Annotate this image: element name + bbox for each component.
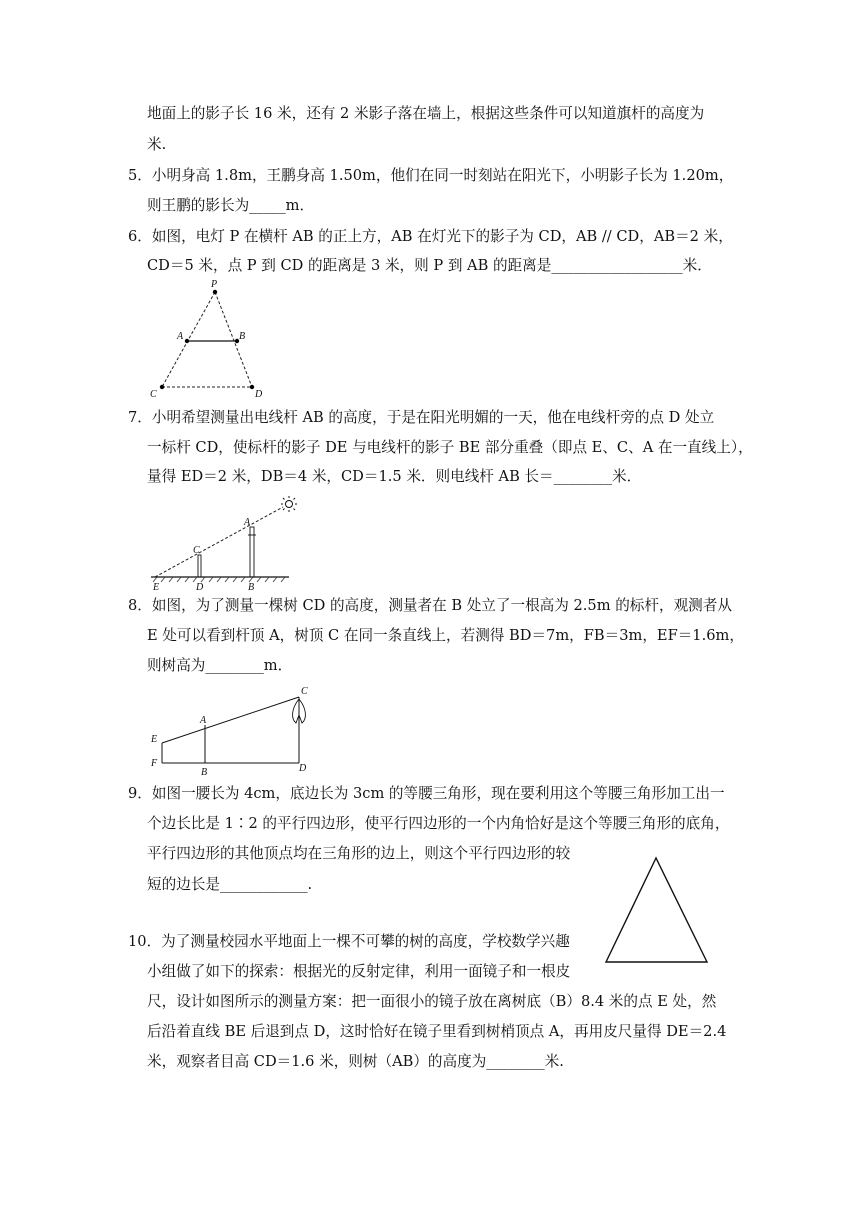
q10-line-1: 10．为了测量校园水平地面上一棵不可攀的树的高度，学校数学兴趣: [128, 933, 570, 950]
q9-line-3: 平行四边形的其他顶点均在三角形的边上，则这个平行四边形的较: [147, 845, 571, 862]
q4-line-1: 地面上的影子长 16 米，还有 2 米影子落在墙上，根据这些条件可以知道旗杆的高度为: [147, 105, 705, 122]
q8-line-3: 则树高为________m．: [147, 657, 293, 674]
q5-line-1: 5．小明身高 1.8m，王鹏身高 1.50m，他们在同一时刻站在阳光下，小明影子长为 1.20m，: [128, 167, 734, 184]
q7-label-c: C: [193, 545, 200, 556]
sun-icon: [281, 496, 297, 512]
q8-line-1: 8．如图，为了测量一棵树 CD 的高度，测量者在 B 处立了一根高为 2.5m 的标杆，观测者从: [128, 597, 732, 614]
q4-line-2: 米.: [147, 136, 167, 153]
q9-line-1: 9．如图一腰长为 4cm，底边长为 3cm 的等腰三角形，现在要利用这个等腰三角形加工出一: [128, 785, 725, 802]
q9-figure-isosceles-triangle: [600, 852, 720, 967]
q6-label-d: D: [255, 389, 263, 400]
q7-label-d: D: [196, 582, 204, 593]
q6-line-2: CD＝5 米，点 P 到 CD 的距离是 3 米，则 P 到 AB 的距离是__________________米．: [147, 257, 712, 274]
q8-line-2: E 处可以看到杆顶 A，树顶 C 在同一条直线上，若测得 BD＝7m，FB＝3m，EF＝1.6m，: [147, 627, 744, 644]
q8-label-c: C: [301, 686, 308, 697]
q6-label-c: C: [150, 389, 157, 400]
q8-label-f: F: [151, 758, 158, 769]
q10-line-2: 小组做了如下的探索：根据光的反射定律，利用一面镜子和一根皮: [147, 963, 571, 980]
q7-line-3: 量得 ED＝2 米，DB＝4 米，CD＝1.5 米．则电线杆 AB 长＝________米．: [147, 468, 642, 485]
q7-label-a: A: [244, 517, 251, 528]
q6-line-1: 6．如图，电灯 P 在横杆 AB 的正上方，AB 在灯光下的影子为 CD，AB // CD，AB＝2 米，: [128, 228, 733, 245]
q8-figure-tree-measure: [148, 685, 323, 780]
q8-label-b: B: [201, 767, 208, 778]
q5-line-2: 则王鹏的影长为_____m．: [147, 197, 315, 214]
q10-line-5: 米，观察者目高 CD＝1.6 米，则树（AB）的高度为________米.: [147, 1053, 564, 1070]
q6-label-a: A: [177, 331, 184, 342]
q7-line-1: 7．小明希望测量出电线杆 AB 的高度，于是在阳光明媚的一天，他在电线杆旁的点 D 处立: [128, 409, 715, 426]
q7-figure-pole-shadow: [147, 495, 307, 595]
q10-line-3: 尺，设计如图所示的测量方案：把一面很小的镜子放在离树底（B）8.4 米的点 E 处，然: [147, 993, 717, 1010]
q6-label-p: P: [211, 280, 218, 290]
q7-label-b: B: [248, 582, 255, 593]
q7-line-2: 一标杆 CD，使标杆的影子 DE 与电线杆的影子 BE 部分重叠（即点 E、C、A 在一直线上），: [147, 439, 753, 456]
q6-figure-lamp-shadow: [145, 280, 275, 400]
q10-line-4: 后沿着直线 BE 后退到点 D，这时恰好在镜子里看到树梢顶点 A，再用皮尺量得 DE＝2.4: [147, 1023, 727, 1040]
q9-line-4: 短的边长是____________.: [147, 876, 313, 893]
q8-label-e: E: [151, 734, 158, 745]
q9-line-2: 个边长比是 1∶2 的平行四边形，使平行四边形的一个内角恰好是这个等腰三角形的底角，: [147, 815, 730, 832]
q8-label-a: A: [200, 715, 207, 726]
q8-label-d: D: [299, 763, 307, 774]
q7-label-e: E: [153, 582, 160, 593]
q6-label-b: B: [239, 331, 246, 342]
